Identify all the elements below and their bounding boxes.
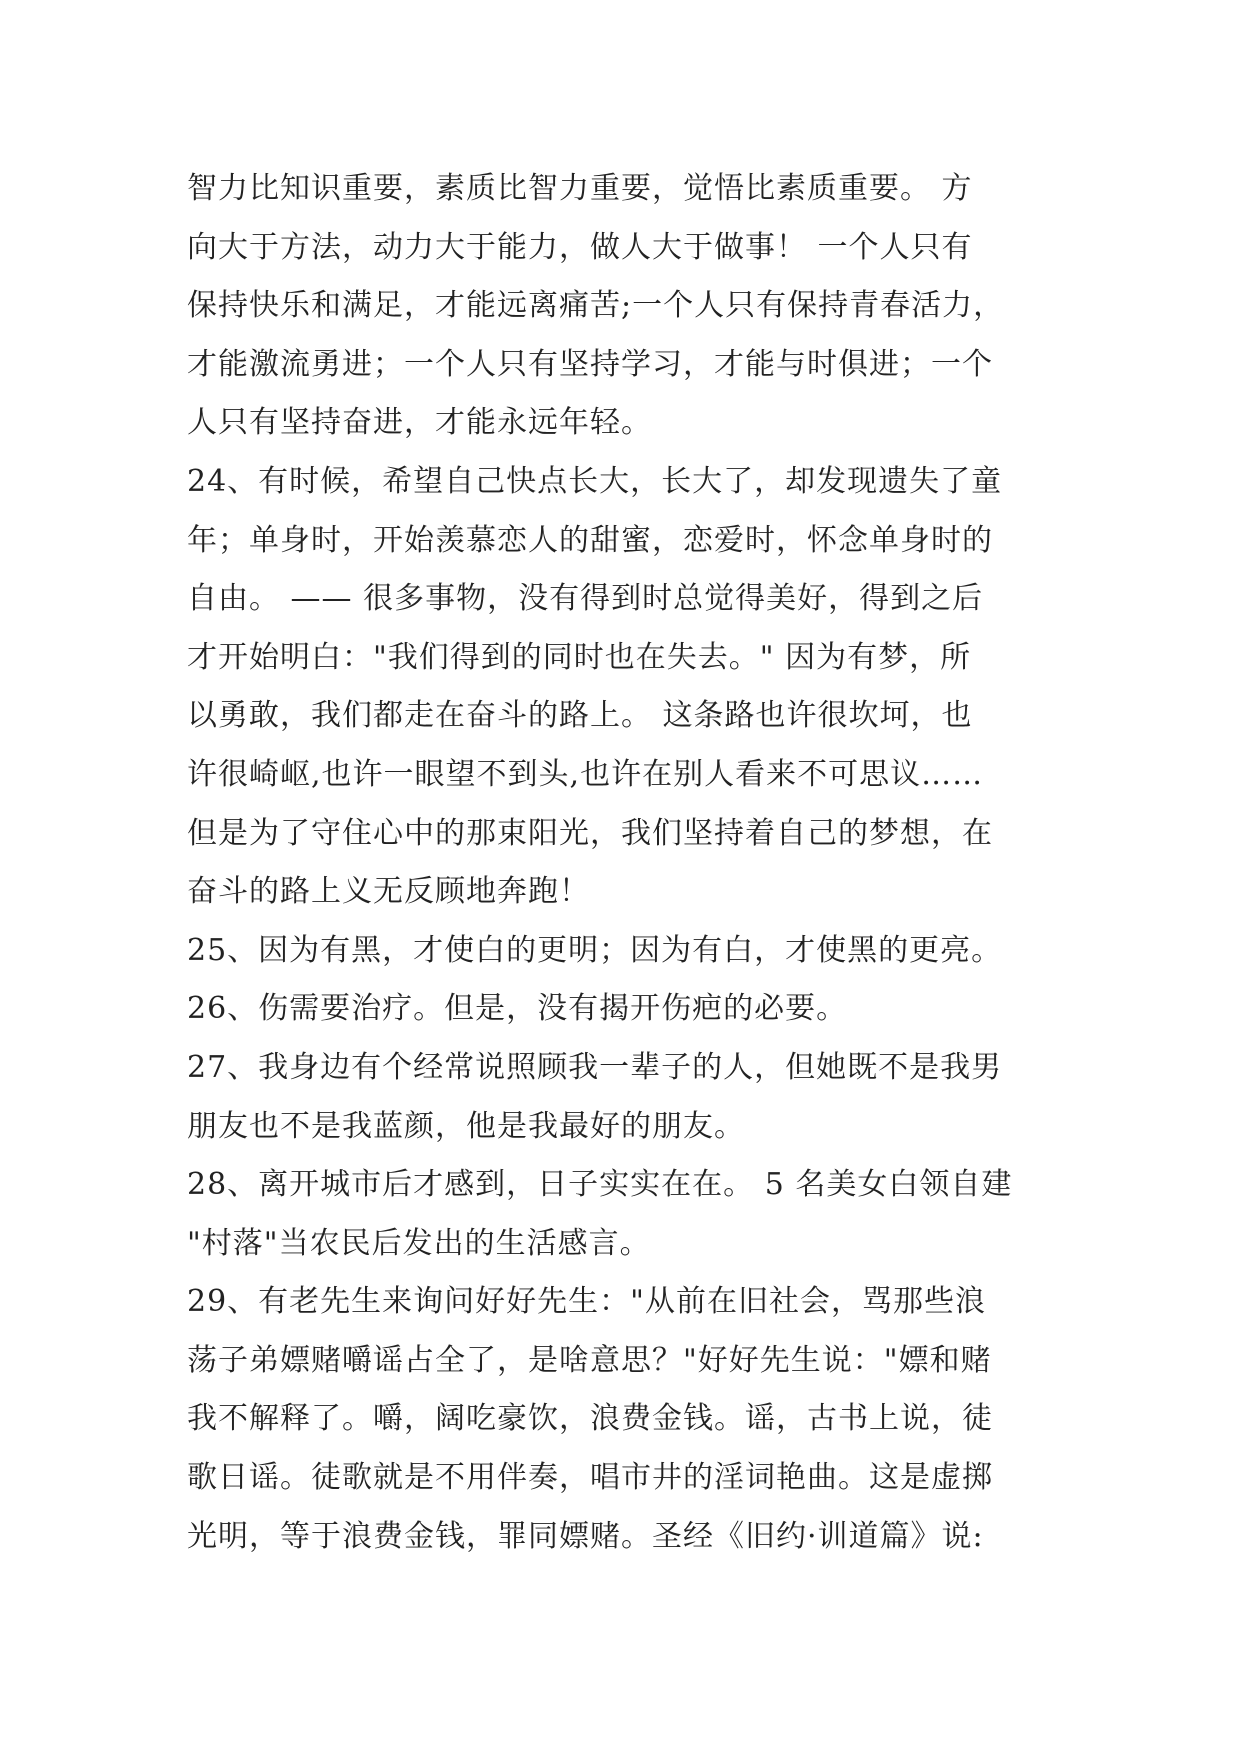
document-body: [187, 160, 1057, 1566]
text-line: 26、伤需要治疗。但是，没有揭开伤疤的必要。: [187, 991, 848, 1027]
text-line: 光明，等于浪费金钱，罪同嫖赌。圣经《旧约·训道篇》说:: [187, 1518, 984, 1554]
text-line: "村落"当农民后发出的生活感言。: [187, 1225, 651, 1261]
text-line: 荡子弟嫖赌嚼谣占全了，是啥意思？"好好先生说："嫖和赌: [187, 1342, 992, 1378]
text-line: 29、有老先生来询问好好先生："从前在旧社会，骂那些浪: [187, 1284, 986, 1320]
text-line: 人只有坚持奋进，才能永远年轻。: [187, 405, 652, 441]
text-line: 许很崎岖,也许一眼望不到头,也许在别人看来不可思议……: [187, 756, 984, 792]
text-line: 但是为了守住心中的那束阳光，我们坚持着自己的梦想，在: [187, 815, 993, 851]
text-line: 27、我身边有个经常说照顾我一辈子的人，但她既不是我男: [187, 1049, 1003, 1085]
text-line: 向大于方法，动力大于能力，做人大于做事！ 一个人只有: [187, 229, 973, 265]
text-line: 智力比知识重要，素质比智力重要，觉悟比素质重要。 方: [187, 171, 973, 206]
text-line: 年；单身时，开始羡慕恋人的甜蜜，恋爱时，怀念单身时的: [187, 522, 993, 558]
text-line: 以勇敢，我们都走在奋斗的路上。 这条路也许很坎坷，也: [187, 698, 973, 734]
text-line: 自由。 —— 很多事物，没有得到时总觉得美好，得到之后: [187, 581, 984, 617]
text-line: 歌日谣。徒歌就是不用伴奏，唱市井的淫词艳曲。这是虚掷: [187, 1460, 993, 1496]
text-line: 才能激流勇进；一个人只有坚持学习，才能与时俱进；一个: [187, 346, 993, 382]
text-line: 28、离开城市后才感到，日子实实在在。 5 名美女白领自建: [187, 1167, 1013, 1203]
text-line: 保持快乐和满足，才能远离痛苦;一个人只有保持青春活力，: [187, 288, 1005, 324]
text-line: 24、有时候，希望自己快点长大，长大了，却发现遗失了童: [187, 463, 1003, 499]
text-line: 25、因为有黑，才使白的更明；因为有白，才使黑的更亮。: [187, 932, 1003, 968]
text-line: 才开始明白："我们得到的同时也在失去。" 因为有梦，所: [187, 639, 972, 675]
text-line: 奋斗的路上义无反顾地奔跑！: [187, 874, 590, 910]
text-line: 朋友也不是我蓝颜，他是我最好的朋友。: [187, 1108, 745, 1144]
text-line: 我不解释了。嚼，阔吃豪饮，浪费金钱。谣，古书上说，徒: [187, 1401, 993, 1437]
